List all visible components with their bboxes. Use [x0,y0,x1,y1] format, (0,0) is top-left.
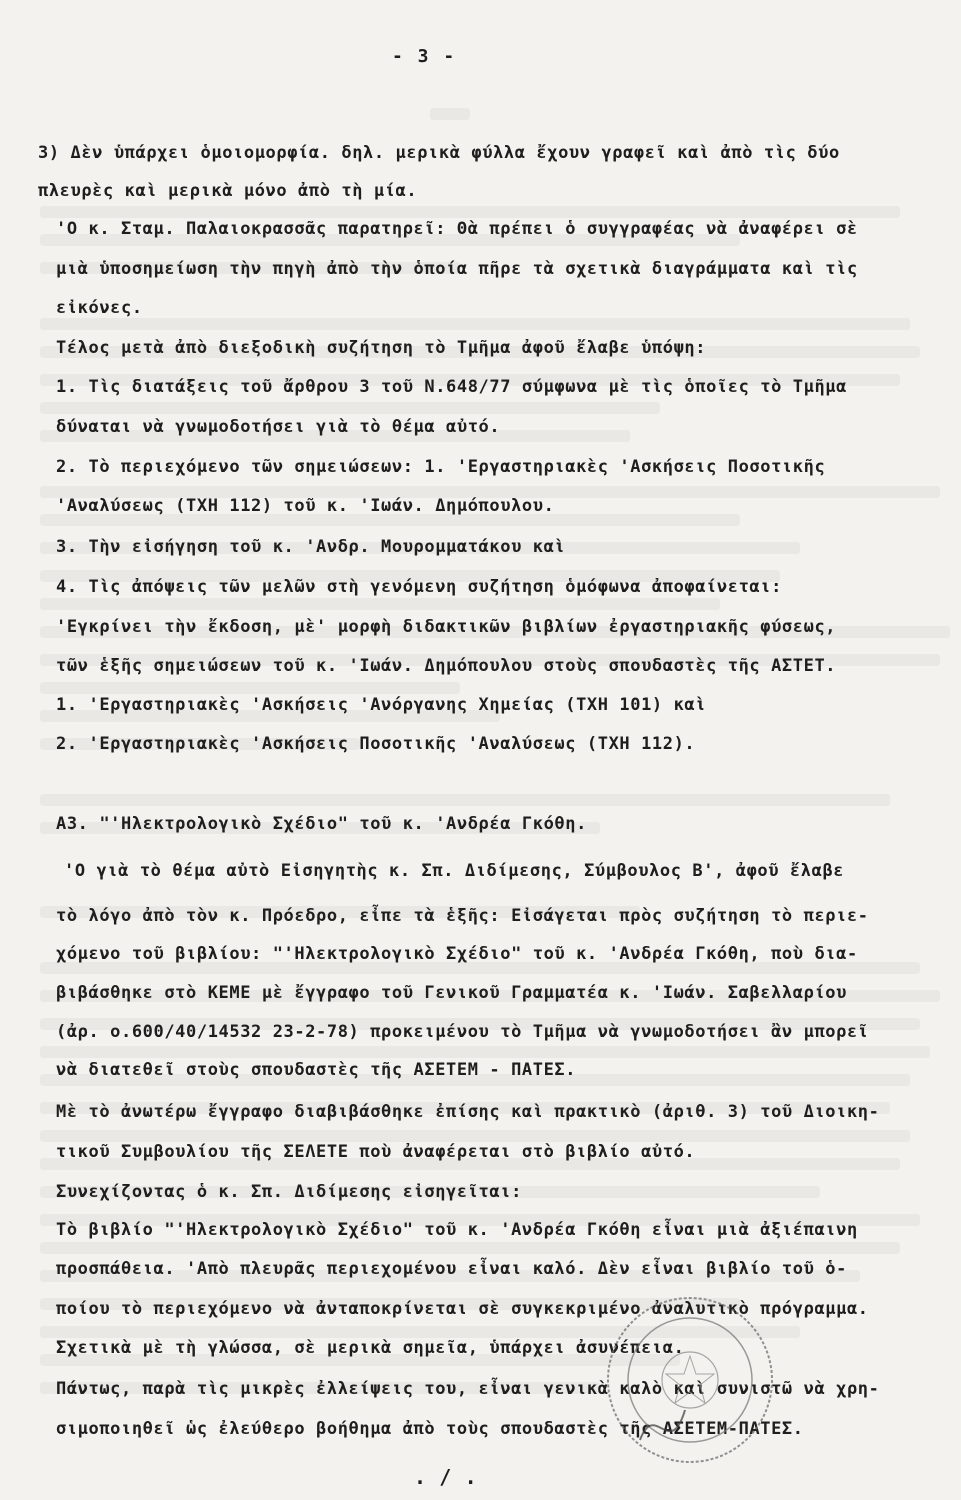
text-line: δύναται νὰ γνωμοδοτήσει γιὰ τὸ θέμα αὐτό. [56,417,501,437]
text-line: 4. Τὶς ἀπόψεις τῶν μελῶν στὴ γενόμενη συζήτηση ὁμόφωνα ἀποφαίνεται: [56,577,782,597]
text-line: 'Ο κ. Σταμ. Παλαιοκρασσᾶς παρατηρεῖ: Θὰ πρέπει ὁ συγγραφέας νὰ ἀναφέρει σὲ [56,219,858,239]
text-line: Μὲ τὸ ἀνωτέρω ἔγγραφο διαβιβάσθηκε ἐπίσης καὶ πρακτικὸ (ἀριθ. 3) τοῦ Διοικη- [56,1102,880,1122]
text-line: εἰκόνες. [56,298,143,318]
text-line: Σχετικὰ μὲ τὴ γλώσσα, σὲ μερικὰ σημεῖα, ὑπάρχει ἀσυνέπεια. [56,1338,685,1358]
text-line: 'Εγκρίνει τὴν ἔκδοση, μὲ' μορφὴ διδακτικῶν βιβλίων ἐργαστηριακῆς φύσεως, [56,617,837,637]
text-line: χόμενο τοῦ βιβλίου: "'Ηλεκτρολογικὸ Σχέδιο" τοῦ κ. 'Ανδρέα Γκόθη, ποὺ δια- [56,944,858,964]
text-line: νὰ διατεθεῖ στοὺς σπουδαστὲς τῆς ΑΣΕΤΕΜ - ΠΑΤΕΣ. [56,1060,577,1080]
text-line: ποίου τὸ περιεχόμενο νὰ ἀνταποκρίνεται σὲ συγκεκριμένο ἀναλυτικὸ πρόγραμμα. [56,1299,869,1319]
section-heading: Α3. "'Ηλεκτρολογικὸ Σχέδιο" τοῦ κ. 'Ανδρέα Γκόθη. [56,814,587,834]
text-line: 'Αναλύσεως (ΤΧΗ 112) τοῦ κ. 'Ιωάν. Δημόπουλου. [56,496,555,516]
text-line: 3) Δὲν ὑπάρχει ὁμοιομορφία. δηλ. μερικὰ φύλλα ἔχουν γραφεῖ καὶ ἀπὸ τὶς δύο [38,143,840,163]
text-line: τῶν ἑξῆς σημειώσεων τοῦ κ. 'Ιωάν. Δημόπουλου στοὺς σπουδαστὲς τῆς ΑΣΤΕΤ. [56,656,837,676]
text-line: Συνεχίζοντας ὁ κ. Σπ. Διδίμεσης εἰσηγεῖται: [56,1182,522,1202]
text-line: Τέλος μετὰ ἀπὸ διεξοδικὴ συζήτηση τὸ Τμῆμα ἀφοῦ ἔλαβε ὑπόψη: [56,338,707,358]
text-line: σιμοποιηθεῖ ὡς ἐλεύθερο βοήθημα ἀπὸ τοὺς σπουδαστὲς τῆς ΑΣΕΤΕΜ-ΠΑΤΕΣ. [56,1419,804,1439]
text-line: τικοῦ Συμβουλίου τῆς ΣΕΛΕΤΕ ποὺ ἀναφέρεται στὸ βιβλίο αὐτό. [56,1142,696,1162]
text-line: 2. Τὸ περιεχόμενο τῶν σημειώσεων: 1. 'Εργαστηριακὲς 'Ασκήσεις Ποσοτικῆς [56,457,826,477]
text-line: τὸ λόγο ἀπὸ τὸν κ. Πρόεδρο, εἶπε τὰ ἑξῆς: Εἰσάγεται πρὸς συζήτηση τὸ περιε- [56,906,869,926]
text-line: βιβάσθηκε στὸ ΚΕΜΕ μὲ ἔγγραφο τοῦ Γενικοῦ Γραμματέα κ. 'Ιωάν. Σαβελλαρίου [56,983,847,1003]
text-line: 1. 'Εργαστηριακὲς 'Ασκήσεις 'Ανόργανης Χημείας (ΤΧΗ 101) καὶ [56,695,707,715]
page-number: - 3 - [392,46,457,67]
continuation-mark: . / . [414,1465,478,1489]
text-line: Πάντως, παρὰ τὶς μικρὲς ἐλλείψεις του, εἶναι γενικὰ καλὸ καὶ συνιστῶ νὰ χρη- [56,1379,880,1399]
text-line: Τὸ βιβλίο "'Ηλεκτρολογικὸ Σχέδιο" τοῦ κ. 'Ανδρέα Γκόθη εἶναι μιὰ ἀξιέπαινη [56,1220,858,1240]
text-line: προσπάθεια. 'Απὸ πλευρᾶς περιεχομένου εἶναι καλό. Δὲν εἶναι βιβλίο τοῦ ὁ- [56,1259,847,1279]
text-line: 1. Τὶς διατάξεις τοῦ ἄρθρου 3 τοῦ Ν.648/77 σύμφωνα μὲ τὶς ὁποῖες τὸ Τμῆμα [56,377,847,397]
text-line: μιὰ ὑποσημείωση τὴν πηγὴ ἀπὸ τὴν ὁποία πῆρε τὰ σχετικὰ διαγράμματα καὶ τὶς [56,259,858,279]
text-line: 2. 'Εργαστηριακὲς 'Ασκήσεις Ποσοτικῆς 'Αναλύσεως (ΤΧΗ 112). [56,734,696,754]
text-line: 3. Τὴν εἰσήγηση τοῦ κ. 'Ανδρ. Μουρομματάκου καὶ [56,537,566,557]
official-seal-stamp [600,1290,780,1470]
text-line: πλευρὲς καὶ μερικὰ μόνο ἀπὸ τὴ μία. [38,181,418,201]
text-line: 'Ο γιὰ τὸ θέμα αὐτὸ Εἰσηγητὴς κ. Σπ. Διδίμεσης, Σύμβουλος Β', ἀφοῦ ἔλαβε [64,861,845,881]
text-line: (ἀρ. ο.600/40/14532 23-2-78) προκειμένου τὸ Τμῆμα νὰ γνωμοδοτήσει ἂν μπορεῖ [56,1022,869,1042]
